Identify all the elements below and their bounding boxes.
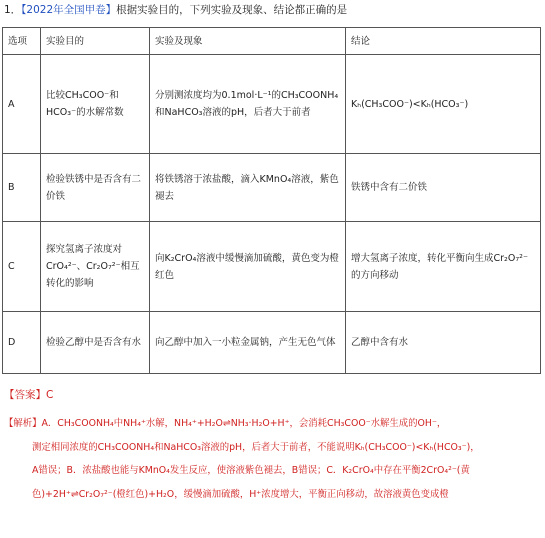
analysis-line: 色)+2H⁺⇌Cr₂O₇²⁻(橙红色)+H₂O，缓慢滴加硫酸，H⁺浓度增大，平衡正向移动，故溶液黄色变成橙 bbox=[32, 488, 449, 500]
answer-line bbox=[4, 387, 53, 402]
row-purpose: 比较CH₃COO⁻和HCO₃⁻的水解常数 bbox=[41, 55, 150, 154]
table-row bbox=[3, 154, 541, 222]
row-purpose: 检验铁锈中是否含有二价铁 bbox=[41, 154, 150, 222]
analysis-label: 【解析】 bbox=[4, 418, 42, 429]
row-experiment: 向乙醇中加入一小粒金属钠，产生无色气体 bbox=[150, 312, 346, 374]
analysis-line: 【解析】A．CH₃COONH₄中NH₄⁺水解，NH₄⁺+H₂O⇌NH₃·H₂O+H⁺，会消耗CH₃COO⁻水解生成的OH⁻， bbox=[4, 418, 447, 429]
row-conclusion: 乙醇中含有水 bbox=[346, 312, 541, 374]
row-conclusion: 增大氢离子浓度，转化平衡向生成Cr₂O₇²⁻的方向移动 bbox=[346, 222, 541, 312]
analysis-block bbox=[4, 412, 540, 506]
row-experiment: 向K₂CrO₄溶液中缓慢滴加硫酸，黄色变为橙红色 bbox=[150, 222, 346, 312]
answer-label: 【答案】 bbox=[4, 389, 46, 401]
row-option: D bbox=[3, 312, 41, 374]
table-row bbox=[3, 312, 541, 374]
question-number: 1． bbox=[4, 4, 22, 16]
table-header-row bbox=[3, 28, 541, 55]
row-conclusion: Kₕ(CH₃COO⁻)<Kₕ(HCO₃⁻) bbox=[346, 55, 541, 154]
table-row bbox=[3, 222, 541, 312]
experiment-table bbox=[2, 27, 541, 374]
row-option: C bbox=[3, 222, 41, 312]
row-purpose: 探究氢离子浓度对CrO₄²⁻、Cr₂O₇²⁻相互转化的影响 bbox=[41, 222, 150, 312]
header-experiment: 实验及现象 bbox=[150, 28, 346, 55]
table-row bbox=[3, 55, 541, 154]
header-option: 选项 bbox=[3, 28, 41, 55]
question-stem: 根据实验目的，下列实验及现象、结论都正确的是 bbox=[116, 4, 348, 16]
row-option: B bbox=[3, 154, 41, 222]
question-title bbox=[4, 2, 347, 18]
analysis-line: 测定相同浓度的CH₃COONH₄和NaHCO₃溶液的pH，后者大于前者，不能说明Kₕ(CH₃COO⁻)<Kₕ(HCO₃⁻)， bbox=[32, 441, 480, 453]
header-conclusion: 结论 bbox=[346, 28, 541, 55]
answer-value: C bbox=[46, 389, 54, 401]
row-conclusion: 铁锈中含有二价铁 bbox=[346, 154, 541, 222]
row-purpose: 检验乙醇中是否含有水 bbox=[41, 312, 150, 374]
row-experiment: 将铁锈溶于浓盐酸，滴入KMnO₄溶液，紫色褪去 bbox=[150, 154, 346, 222]
header-purpose: 实验目的 bbox=[41, 28, 150, 55]
analysis-line: A错误；B．浓盐酸也能与KMnO₄发生反应，使溶液紫色褪去，B错误；C．K₂CrO₄中存在平衡2CrO₄²⁻(黄 bbox=[32, 465, 470, 476]
row-experiment: 分别测浓度均为0.1mol·L⁻¹的CH₃COONH₄和NaHCO₃溶液的pH，后者大于前者 bbox=[150, 55, 346, 154]
question-source: 【2022年全国甲卷】 bbox=[21, 4, 117, 16]
row-option: A bbox=[3, 55, 41, 154]
